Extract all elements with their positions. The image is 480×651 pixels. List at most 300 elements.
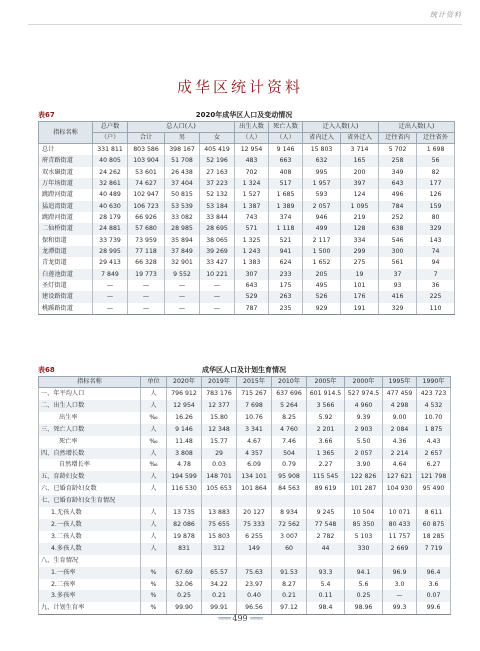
table1-cell: 7 849 [93,269,128,280]
col-in-outside: 省外迁入 [341,133,379,144]
table1-cell: 643 [235,280,269,291]
table2-cell: 4 532 [417,400,451,412]
table2-cell: 831 [167,543,202,555]
table2-cell: 122 826 [345,471,383,483]
table1-cell: 638 [379,223,417,234]
table2-cell: 101 864 [237,483,272,495]
table1-row [39,167,455,178]
table1-cell: 329 [417,223,455,234]
table2-col-header: 2005年 [307,377,345,388]
table1-row [39,235,455,246]
table2-cell: 98.96 [345,602,383,614]
table1-row-label: 跳蹬河街道 [39,212,93,223]
table2-cell: 34.22 [202,579,237,591]
table1-row [39,189,455,200]
col-in-within: 省内迁入 [303,133,341,144]
table2-cell: 97.12 [272,602,307,614]
table2-cell [383,555,417,567]
table2-row-label: 2.二孩率 [39,579,141,591]
table1-cell: 51 708 [165,155,200,166]
table2-cell: 89 619 [307,483,345,495]
table1-cell: 561 [379,257,417,268]
table2-cell: 8 611 [417,507,451,519]
table2-cell: 11.48 [167,436,202,448]
table2-number: 表68 [38,366,55,374]
table1-cell: 702 [235,167,269,178]
table1-cell: 176 [341,291,379,302]
table1-cell: 32 861 [93,178,128,189]
table2-row-label: 死亡率 [39,436,141,448]
table2-row-label: 六、已婚育龄妇女数 [39,483,141,495]
table1-number: 表67 [38,111,55,119]
table2-cell: 5.6 [345,579,383,591]
table2-row-label: 五、育龄妇女数 [39,471,141,483]
table2-row-label: 1.一孩率 [39,567,141,579]
table1-cell: 37 223 [200,178,235,189]
table2-cell: 527 974.5 [345,388,383,400]
table2-col-header: 2010年 [272,377,307,388]
table1-cell: 19 [341,269,379,280]
table2-cell: 5.50 [345,436,383,448]
table2-row [39,459,451,471]
table2-row [39,483,451,495]
table1-cell: 1 387 [235,201,269,212]
page-number-right-ornament: ═══ [250,614,262,623]
table1-cell: 33 739 [93,235,128,246]
table1-cell: 252 [379,212,417,223]
table1-cell: 33 082 [165,212,200,223]
table2-row-label: 3.多孩率 [39,590,141,602]
table2-cell [237,495,272,507]
table1-cell: 124 [341,189,379,200]
table1-row [39,178,455,189]
table1-cell: 1 383 [235,257,269,268]
table2-cell: 60 875 [417,519,451,531]
table2-cell: 9 245 [307,507,345,519]
table1-cell: 258 [379,155,417,166]
table2-row [39,567,451,579]
table2-cell: 20 127 [237,507,272,519]
table2-row-label: 一、年平均人口 [39,388,141,400]
table2-cell: 715 267 [237,388,272,400]
table1-cell: 33 844 [200,212,235,223]
table1-row [39,291,455,302]
table2-col-header: 1990年 [417,377,451,388]
table2-col-header: 2019年 [202,377,237,388]
table1-cell: 803 586 [128,144,165,156]
table2-cell: 12 348 [202,424,237,436]
table2-row-label: 三、死亡人口数 [39,424,141,436]
table2-cell: 77 548 [307,519,345,531]
table2-cell: 4.64 [383,459,417,471]
table1-cell: 1 118 [269,223,303,234]
table1-cell: 110 [417,303,455,315]
table1-cell: 24 262 [93,167,128,178]
table2-cell: 105 653 [202,483,237,495]
table1-cell: 329 [379,303,417,315]
table1-row [39,269,455,280]
table2-row [39,471,451,483]
table1-cell: 15 803 [303,144,341,156]
table1-cell: 1 957 [303,178,341,189]
table1-cell: 405 419 [200,144,235,156]
table1-cell: 526 [303,291,341,302]
table2-cell: 8.27 [272,579,307,591]
table2-cell: 人 [141,400,167,412]
table2-cell: 3 566 [307,400,345,412]
table1-cell: 33 427 [200,257,235,268]
page-header [0,0,480,32]
table1-cell: 74 [417,246,455,257]
table2-cell: ‰ [141,412,167,424]
col-indicator: 指标名称 [39,122,93,144]
table1-cell: 496 [379,189,417,200]
table1-row-label: 双水碾街道 [39,167,93,178]
table1-cell: 233 [269,269,303,280]
population-change-table [38,121,455,315]
table2-cell: 1 875 [417,424,451,436]
table1-cell: 50 815 [165,189,200,200]
table1-cell: 103 904 [128,155,165,166]
table1-cell: 52 196 [200,155,235,166]
table2-cell: 10 071 [383,507,417,519]
table1-cell: 40 630 [93,201,128,212]
table1-cell: 1 095 [341,201,379,212]
table1-cell: 529 [235,291,269,302]
table1-row [39,223,455,234]
table1-cell: 66 926 [128,212,165,223]
table2-cell: 2 657 [417,448,451,460]
table2-cell: 4.43 [417,436,451,448]
table1-cell: 632 [303,155,341,166]
table1-cell: 28 995 [93,246,128,257]
table2-cell: % [141,579,167,591]
table2-cell [272,495,307,507]
table2-cell: 149 [237,543,272,555]
table1-cell: — [128,291,165,302]
family-planning-table [38,376,451,615]
table2-cell: ‰ [141,436,167,448]
table1-row-label: 府青路街道 [39,155,93,166]
table2-header-row [39,377,451,388]
table1-cell: 106 723 [128,201,165,212]
table2-cell: 423 723 [417,388,451,400]
table1-cell: 165 [341,155,379,166]
table1-cell: 35 894 [165,235,200,246]
table1-cell: 93 [379,280,417,291]
page-title: 成华区统计资料 [176,78,303,96]
col-deaths-unit: （人） [269,133,303,144]
table1-cell: 1 243 [235,246,269,257]
table2-cell: 2 903 [345,424,383,436]
table1-cell: 94 [417,257,455,268]
table2-cell: 6.09 [237,459,272,471]
table1-cell: 101 [341,280,379,291]
table2-row [39,448,451,460]
table1-cell: — [128,280,165,291]
table1-cell: 29 413 [93,257,128,268]
table2-row-label: 二、出生人口数 [39,400,141,412]
table2-row [39,412,451,424]
table2-cell: % [141,567,167,579]
table1-row-label: 跳蹬河街道 [39,189,93,200]
table1-heading [38,110,450,120]
table1-cell: 126 [417,189,455,200]
table1-cell: 2 057 [303,201,341,212]
table1-cell: 37 849 [165,246,200,257]
table1-row-label: 总计 [39,144,93,156]
table1-cell: 571 [235,223,269,234]
table1-cell: 73 959 [128,235,165,246]
table2-cell: 0.40 [237,590,272,602]
table2-col-header: 2000年 [345,377,383,388]
table2-caption: 成华区人口及计划生育情况 [202,366,286,374]
page-number [0,614,480,623]
table2-cell: 13 735 [167,507,202,519]
table1-cell: 5 702 [379,144,417,156]
table1-cell: 26 438 [165,167,200,178]
table1-cell: 102 947 [128,189,165,200]
col-births-unit: （人） [235,133,269,144]
table2-cell: 65.57 [202,567,237,579]
table2-cell: 0.25 [345,590,383,602]
table1-cell: — [200,291,235,302]
table1-cell: 1 500 [303,246,341,257]
table2-row [39,436,451,448]
table1-cell: 517 [269,178,303,189]
table2-cell: ‰ [141,459,167,471]
table2-cell: 121 798 [417,471,451,483]
table2-cell: 783 176 [202,388,237,400]
table2-col-header: 单位 [141,377,167,388]
table2-cell: 19 878 [167,531,202,543]
col-female: 女 [200,133,235,144]
header-rule [28,24,462,25]
table1-cell: 941 [269,246,303,257]
table1-cell: 32 901 [165,257,200,268]
table2-cell: 96.4 [417,567,451,579]
table2-col-header: 指标名称 [39,377,141,388]
table1-cell: 235 [269,303,303,315]
table2-cell: 人 [141,388,167,400]
table2-cell: 75 655 [202,519,237,531]
table1-cell: 53 184 [200,201,235,212]
table2-cell: 15.80 [202,412,237,424]
table1-cell: 143 [417,235,455,246]
table2-cell: 4.78 [167,459,202,471]
table2-cell: 5.4 [307,579,345,591]
table2-cell: 人 [141,471,167,483]
table1-cell: 483 [235,155,269,166]
table1-cell: 663 [269,155,303,166]
col-households: 总户数 [93,122,128,133]
table1-cell: — [93,291,128,302]
table1-cell: 24 881 [93,223,128,234]
table1-row-label: 白莲池街道 [39,269,93,280]
table1-cell: 66 328 [128,257,165,268]
table1-cell: 1 685 [269,189,303,200]
table1-cell: 1 389 [269,201,303,212]
table1-cell: 3 714 [341,144,379,156]
table1-cell: 331 811 [93,144,128,156]
table1-cell: 56 [417,155,455,166]
table1-row-label: 二仙桥街道 [39,223,93,234]
table2-cell: 96.9 [383,567,417,579]
table2-cell: 6 255 [237,531,272,543]
table1-cell: 263 [269,291,303,302]
col-births: 出生人数 [235,122,269,133]
table2-cell: 13 883 [202,507,237,519]
table2-cell: 人 [141,507,167,519]
table1-cell: 28 985 [165,223,200,234]
table1-cell: 416 [379,291,417,302]
table1-cell: 159 [417,201,455,212]
table2-row-label: 4.多孩人数 [39,543,141,555]
table1-cell: 40 805 [93,155,128,166]
table2-cell [417,495,451,507]
col-out-outside: 迁往省外 [417,133,455,144]
table1-cell: 37 [379,269,417,280]
table2-cell: 101 287 [345,483,383,495]
table2-cell: 2 669 [383,543,417,555]
table2-cell: 80 433 [383,519,417,531]
table1-cell: 37 404 [165,178,200,189]
table1-cell: — [165,291,200,302]
table2-row-label: 自然增长率 [39,459,141,471]
table2-col-header: 2020年 [167,377,202,388]
table2-cell: 3 341 [237,424,272,436]
table1-cell: 299 [341,246,379,257]
table2-col-header: 2015年 [237,377,272,388]
table1-cell: 225 [417,291,455,302]
table2-cell: 3 808 [167,448,202,460]
table2-cell: 4 760 [272,424,307,436]
table2-cell: 104 930 [383,483,417,495]
table2-cell: 2 057 [345,448,383,460]
table1-cell: 9 146 [269,144,303,156]
table1-row-label: 保和街道 [39,235,93,246]
table1-cell: 784 [379,201,417,212]
table2-row [39,579,451,591]
table2-cell [345,555,383,567]
table2-cell [307,555,345,567]
table1-row [39,303,455,315]
table2-cell: 6.27 [417,459,451,471]
table2-cell: 91.53 [272,567,307,579]
table1-body [39,144,455,315]
table1-cell: 52 132 [200,189,235,200]
table2-cell: 1 365 [307,448,345,460]
table1-cell: — [93,303,128,315]
table2-cell [167,495,202,507]
table1-cell: 53 601 [128,167,165,178]
table2-cell: 82 086 [167,519,202,531]
table2-cell: % [141,590,167,602]
table2-row-label: 七、已婚育龄妇女生育情况 [39,495,141,507]
table2-cell: 4 298 [383,400,417,412]
table1-cell: 77 118 [128,246,165,257]
table1-cell: 624 [269,257,303,268]
table1-cell: 9 552 [165,269,200,280]
table2-cell: 60 [272,543,307,555]
table2-cell: 8.25 [272,412,307,424]
col-male: 男 [165,133,200,144]
table1-cell: 307 [235,269,269,280]
table2-cell: 7 698 [237,400,272,412]
table2-cell: 95 490 [417,483,451,495]
table2-cell: 0.07 [417,590,451,602]
table2-cell: 3.0 [383,579,417,591]
table1-cell: 28 695 [200,223,235,234]
table2-cell: 312 [202,543,237,555]
table2-cell: 18 285 [417,531,451,543]
table2-cell: 人 [141,424,167,436]
table1-caption: 2020年成华区人口及变动情况 [195,111,293,119]
table2-row [39,519,451,531]
table2-cell: 7.46 [272,436,307,448]
table2-cell: 人 [141,519,167,531]
table2-cell: 127 621 [383,471,417,483]
table2-cell: 67.69 [167,567,202,579]
table1-cell: 205 [303,269,341,280]
table2-cell: 0.21 [202,590,237,602]
table2-cell [167,555,202,567]
table2-cell [307,495,345,507]
table1-cell: 397 [341,178,379,189]
table1-cell: 495 [303,280,341,291]
table1-cell: 374 [269,212,303,223]
table1-row-label: 猛追湾街道 [39,201,93,212]
table2-cell: 4 357 [237,448,272,460]
table2-cell: 2 084 [383,424,417,436]
table1-cell: 546 [379,235,417,246]
table2-cell: 9 146 [167,424,202,436]
table2-cell: 10 504 [345,507,383,519]
table2-row-label: 3.二孩人数 [39,531,141,543]
table1-cell: 38 065 [200,235,235,246]
table2-row-label: 八、生育情况 [39,555,141,567]
table1-cell: 1 324 [235,178,269,189]
table1-row-label: 龙潭街道 [39,246,93,257]
table1-cell: 74 627 [128,178,165,189]
col-total: 合计 [128,133,165,144]
table2-cell [202,555,237,567]
table1-cell: 28 179 [93,212,128,223]
table1-cell: 1 527 [235,189,269,200]
col-population: 总人口(人) [128,122,235,133]
table2-row [39,590,451,602]
table2-cell [237,555,272,567]
table2-cell: 637 696 [272,388,307,400]
table1-row [39,144,455,156]
table2-cell: 96.56 [237,602,272,614]
table1-cell: 10 221 [200,269,235,280]
table2-row-label: 四、自然增长数 [39,448,141,460]
table1-cell: 1 652 [303,257,341,268]
table2-cell: 75 333 [237,519,272,531]
table1-cell: 200 [341,167,379,178]
table2-body [39,388,451,615]
table2-cell: 2.27 [307,459,345,471]
table2-cell [141,555,167,567]
table2-row [39,543,451,555]
col-out-within: 迁往省内 [379,133,417,144]
table2-cell: 134 101 [237,471,272,483]
table2-cell [202,495,237,507]
table2-cell: 194 599 [167,471,202,483]
table2-row-label: 出生率 [39,412,141,424]
page-number-left-ornament: ═══ [218,614,230,623]
